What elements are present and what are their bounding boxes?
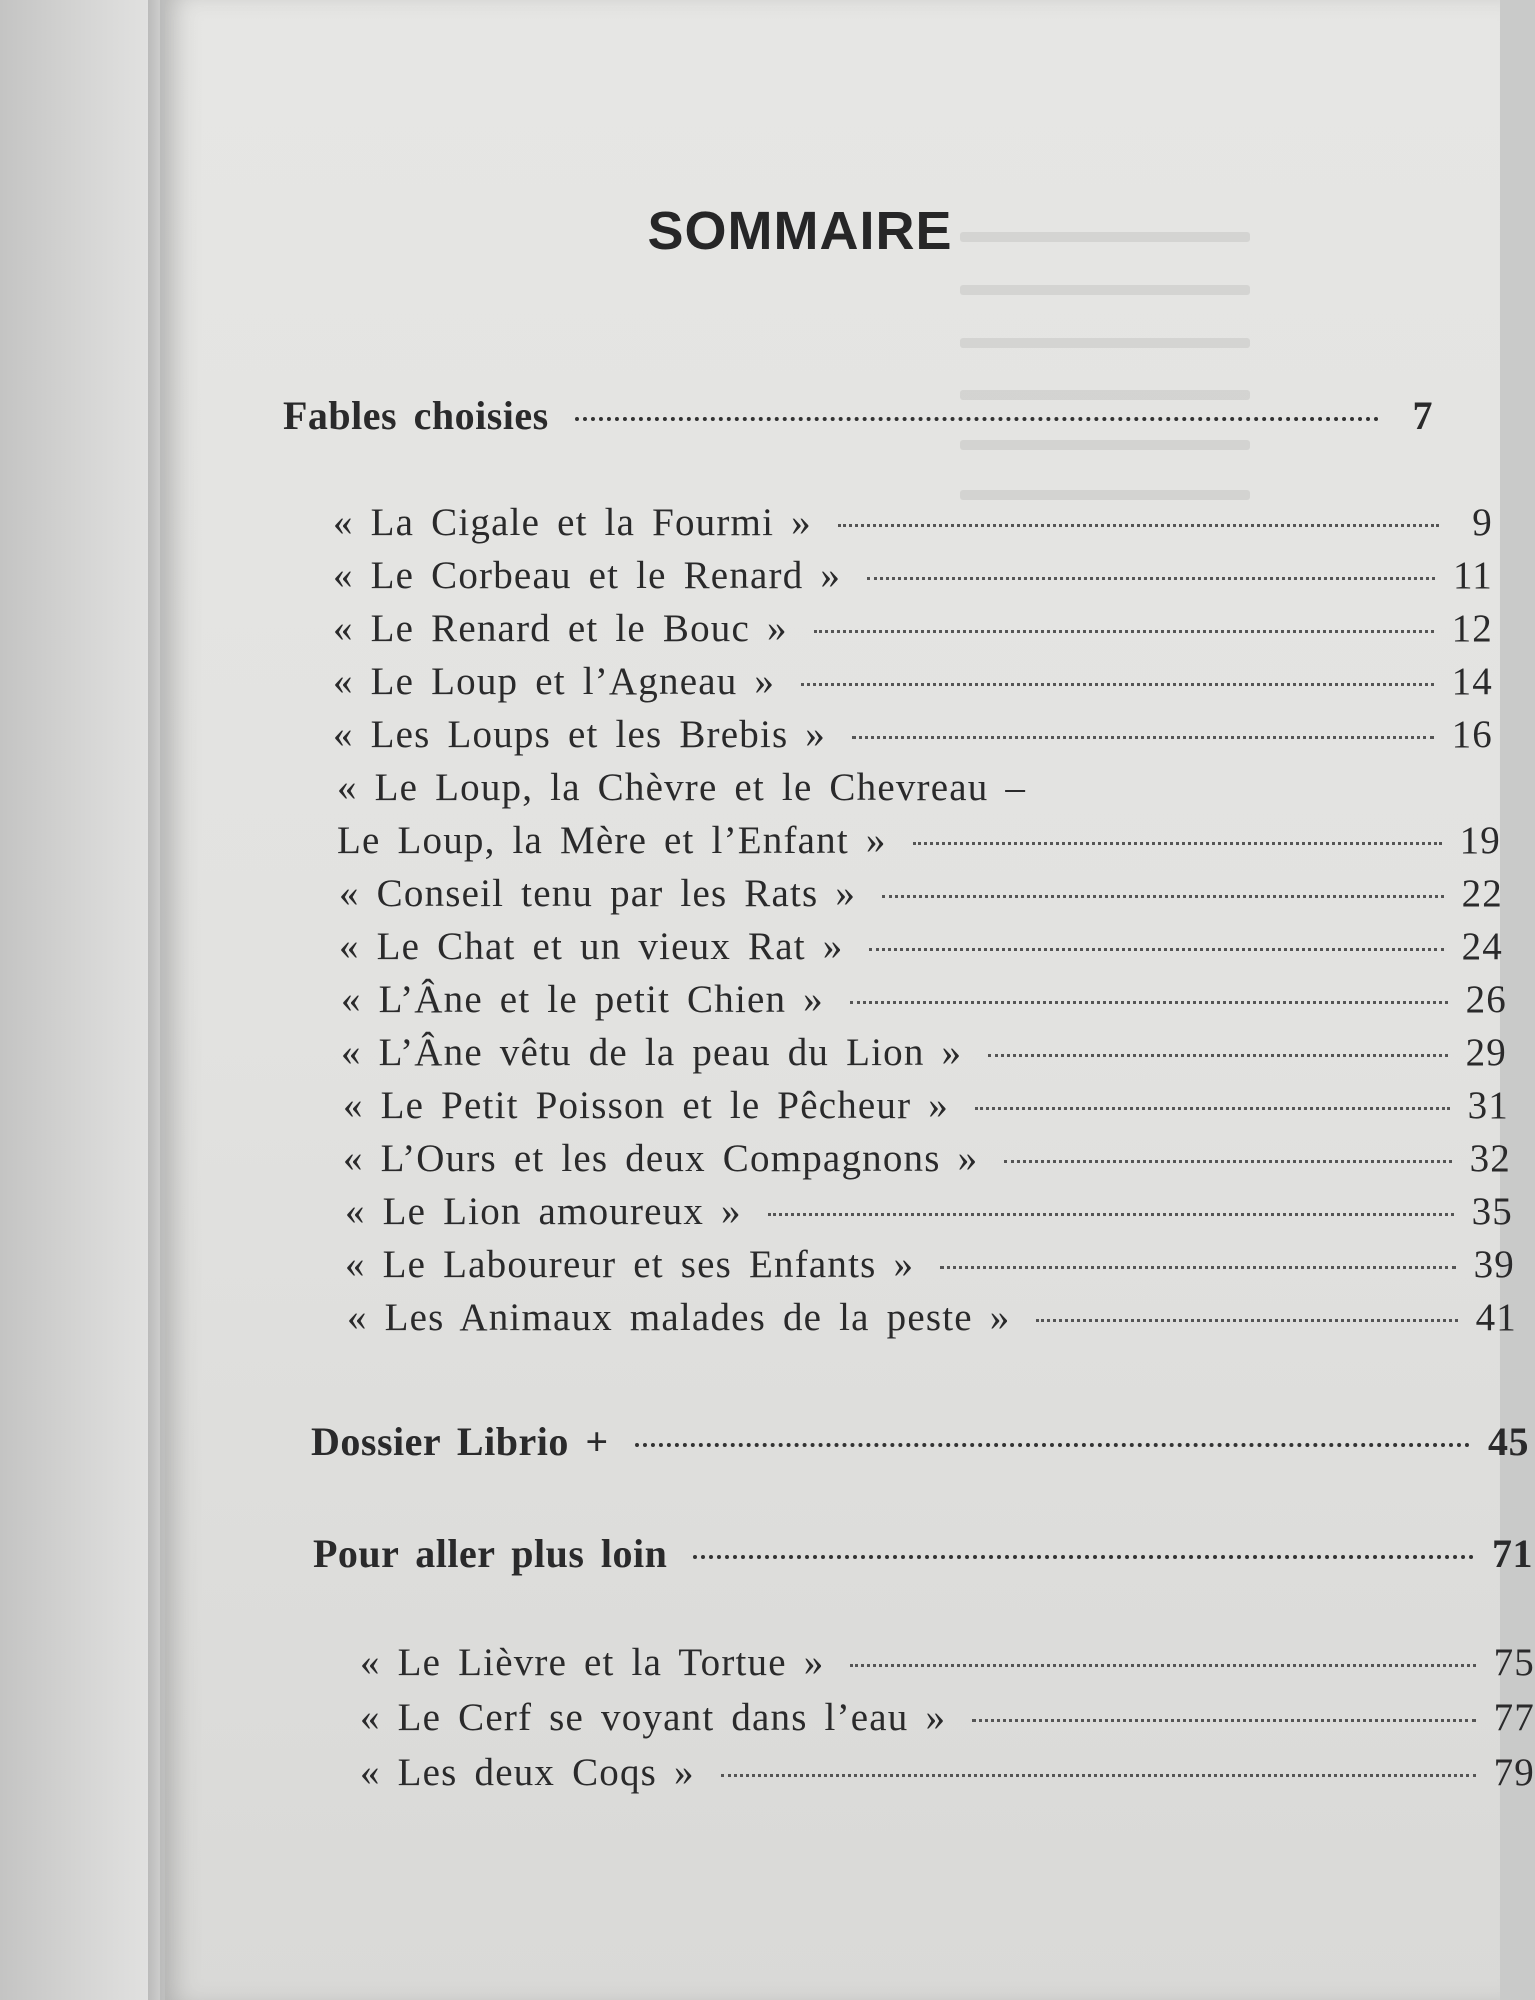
toc-page-number: 11: [1453, 554, 1493, 597]
toc-entry-label: « Le Lièvre et la Tortue »: [360, 1641, 825, 1684]
dot-leader: [852, 736, 1434, 739]
toc-section-label: Pour aller plus loin: [313, 1531, 668, 1576]
toc-entry: [337, 818, 1501, 863]
dot-leader: [975, 1107, 1450, 1110]
toc-entry-label: « Le Loup et l’Agneau »: [333, 660, 776, 703]
dot-leader: [882, 895, 1444, 898]
toc-entry-label: « Les Loups et les Brebis »: [333, 713, 827, 756]
toc-entry-first-line: [337, 765, 1497, 810]
toc-entry: [347, 1295, 1517, 1340]
toc-entry: [341, 1030, 1507, 1075]
toc-page-number: 26: [1465, 978, 1507, 1021]
toc-page-number: 39: [1473, 1243, 1515, 1286]
toc-page-number: 71: [1492, 1531, 1533, 1576]
page-title: SOMMAIRE: [647, 201, 953, 261]
dot-leader: [867, 577, 1435, 580]
toc-entry: [343, 1136, 1511, 1181]
toc-entry: [333, 606, 1493, 651]
toc-entry-label: « L’Ours et les deux Compagnons »: [343, 1137, 979, 1180]
dot-leader: [575, 417, 1379, 421]
toc-page-number: 14: [1451, 660, 1493, 703]
dot-leader: [768, 1213, 1454, 1216]
toc-page-number: 29: [1465, 1031, 1507, 1074]
toc-entry-label: « Les Animaux malades de la peste »: [347, 1296, 1011, 1339]
toc-entry-label: « Le Petit Poisson et le Pêcheur »: [343, 1084, 949, 1127]
toc-page-number: 75: [1493, 1641, 1535, 1684]
toc-entry: [345, 1189, 1513, 1234]
toc-entry: [360, 1640, 1535, 1685]
toc-entry: [341, 977, 1507, 1022]
toc-section-label: Dossier Librio +: [311, 1419, 609, 1464]
toc-page-number: 16: [1451, 713, 1493, 756]
toc-entry: [339, 871, 1503, 916]
toc-entry: [333, 500, 1493, 545]
toc-page-number: 12: [1451, 607, 1493, 650]
dot-leader: [635, 1443, 1470, 1447]
toc-entry-label: « La Cigale et la Fourmi »: [333, 501, 812, 544]
dot-leader: [838, 524, 1439, 527]
dot-leader: [801, 683, 1434, 686]
toc-page-number: 19: [1459, 819, 1501, 862]
toc-page-number: 45: [1488, 1419, 1529, 1464]
dot-leader: [940, 1266, 1455, 1269]
toc-entry-label: « Le Laboureur et ses Enfants »: [345, 1243, 915, 1286]
toc-entry: [360, 1695, 1535, 1740]
toc-entry: [333, 659, 1493, 704]
toc-page-number: 22: [1461, 872, 1503, 915]
toc-section: [283, 392, 1433, 439]
toc-page-number: 77: [1493, 1696, 1535, 1739]
toc-entry: [360, 1750, 1535, 1795]
dot-leader: [988, 1054, 1447, 1057]
book-page: [165, 0, 1535, 2000]
toc-page-number: 9: [1472, 501, 1493, 544]
dot-leader: [913, 842, 1442, 845]
dot-leader: [693, 1555, 1474, 1559]
dot-leader: [721, 1774, 1476, 1777]
toc-entry-label: « Le Lion amoureux »: [345, 1190, 742, 1233]
toc-section: [313, 1530, 1533, 1577]
dot-leader: [850, 1664, 1475, 1667]
dot-leader: [972, 1719, 1475, 1722]
toc-entry: [345, 1242, 1515, 1287]
table-of-contents: [165, 0, 1535, 2000]
toc-entry-label: « Conseil tenu par les Rats »: [339, 872, 857, 915]
toc-page-number: 35: [1471, 1190, 1513, 1233]
toc-entry-label: « L’Âne vêtu de la peau du Lion »: [341, 1031, 963, 1074]
toc-page-number: 79: [1493, 1751, 1535, 1794]
toc-page-number: 31: [1467, 1084, 1509, 1127]
toc-entry: [333, 553, 1493, 598]
dot-leader: [850, 1001, 1448, 1004]
toc-entry: [343, 1083, 1509, 1128]
toc-page-number: 41: [1475, 1296, 1517, 1339]
toc-entry: [339, 924, 1503, 969]
dot-leader: [1036, 1319, 1457, 1322]
toc-entry-label: « Les deux Coqs »: [360, 1751, 695, 1794]
toc-entry-label: « Le Cerf se voyant dans l’eau »: [360, 1696, 947, 1739]
toc-section-label: Fables choisies: [283, 393, 549, 438]
toc-entry-label: « Le Loup, la Chèvre et le Chevreau –: [337, 766, 1027, 809]
dot-leader: [869, 948, 1443, 951]
toc-entry-label: « Le Chat et un vieux Rat »: [339, 925, 844, 968]
toc-section: [311, 1418, 1529, 1465]
previous-page-edge: [0, 0, 160, 2000]
toc-entry-label: « L’Âne et le petit Chien »: [341, 978, 824, 1021]
toc-page-number: 7: [1412, 393, 1433, 438]
toc-entry: [333, 712, 1493, 757]
dot-leader: [814, 630, 1434, 633]
toc-entry-label-continued: Le Loup, la Mère et l’Enfant »: [337, 819, 887, 862]
toc-page-number: 32: [1469, 1137, 1511, 1180]
toc-entry-label: « Le Renard et le Bouc »: [333, 607, 788, 650]
toc-page-number: 24: [1461, 925, 1503, 968]
toc-entry-label: « Le Corbeau et le Renard »: [333, 554, 842, 597]
dot-leader: [1004, 1160, 1451, 1163]
